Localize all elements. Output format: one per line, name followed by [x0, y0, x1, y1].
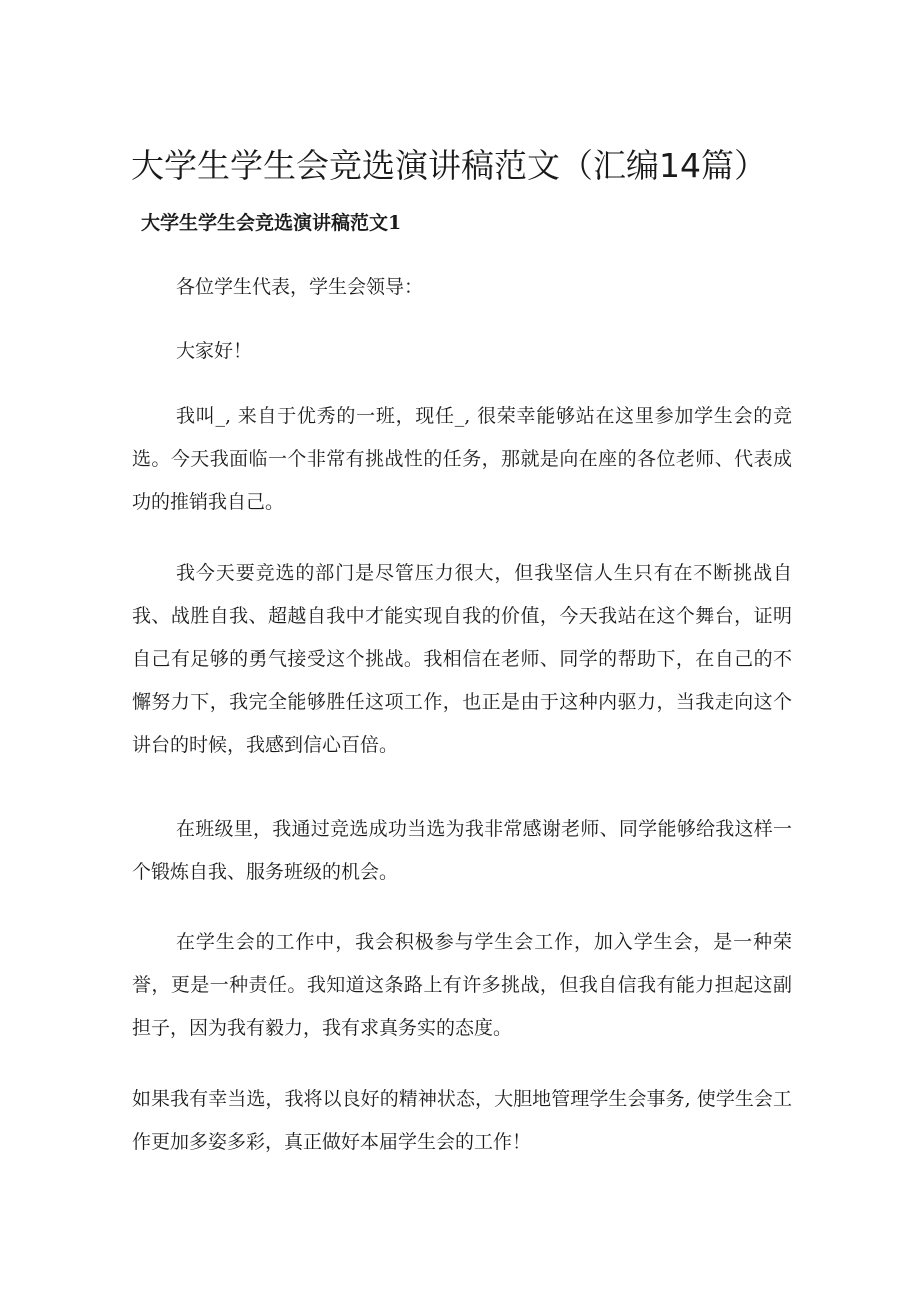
- section-heading: 大学生学生会竞选演讲稿范文1: [141, 212, 402, 234]
- body-paragraph: 我今天要竞选的部门是尽管压力很大，但我坚信人生只有在不断挑战自我、战胜自我、超越自我中才能实现自我的价值，今天我站在这个舞台，证明自己有足够的勇气接受这个挑战。我相信在老师、同学的帮助下，在自己的不懈努力下，我完全能够胜任这项工作，也正是由于这种内驱力，当我走向这个讲台的时候，我感到信心百倍。: [132, 562, 792, 756]
- document-title: 大学生学生会竞选演讲稿范文（汇编14篇）: [131, 146, 767, 185]
- body-paragraph: 在班级里，我通过竞选成功当选为我非常感谢老师、同学能够给我这样一个锻炼自我、服务班级的机会。: [132, 818, 792, 883]
- closing-paragraph: 如果我有幸当选，我将以良好的精神状态，大胆地管理学生会事务, 使学生会工作更加多姿多彩，真正做好本届学生会的工作！: [132, 1088, 792, 1153]
- introduction-paragraph: 我叫_, 来自于优秀的一班，现任_, 很荣幸能够站在这里参加学生会的竞选。今天我面临一个非常有挑战性的任务，那就是向在座的各位老师、代表成功的推销我自己。: [132, 405, 792, 513]
- greeting-paragraph: 大家好！: [176, 340, 253, 362]
- body-paragraph: 在学生会的工作中，我会积极参与学生会工作，加入学生会，是一种荣誉，更是一种责任。我知道这条路上有许多挑战，但我自信我有能力担起这副担子，因为我有毅力，我有求真务实的态度。: [132, 931, 792, 1039]
- salutation-paragraph: 各位学生代表，学生会领导：: [176, 276, 424, 298]
